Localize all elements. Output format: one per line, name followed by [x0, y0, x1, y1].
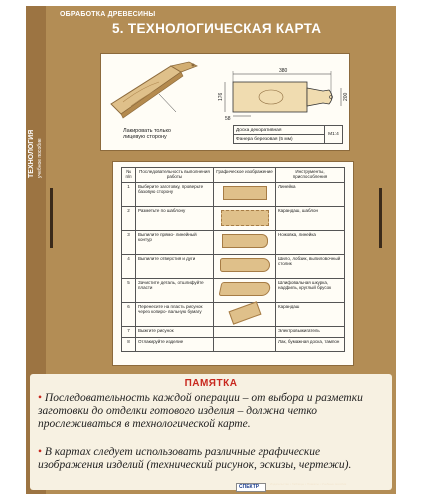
- row-operation: Выберите заготовку, проверьте базовую сторону: [136, 183, 214, 207]
- row-number: 2: [122, 207, 136, 231]
- row-operation: Выпилите отверстия и дуги: [136, 255, 214, 279]
- dim-handle-width: 200: [343, 92, 349, 101]
- transfer-image: [228, 301, 261, 324]
- table-row: [122, 183, 345, 207]
- bullet-icon: •: [38, 392, 43, 404]
- row-number: 4: [122, 255, 136, 279]
- dim-corner: 58: [225, 116, 231, 122]
- sanded-board-image: [218, 282, 271, 296]
- row-number: 3: [122, 231, 136, 255]
- row-operation: Перенесите на пласть рисунок через копиро- вальную бумагу: [136, 303, 214, 327]
- table-row: [122, 207, 345, 231]
- row-tools: Шило, лобзик, выпиловочный столик: [276, 255, 345, 279]
- row-number: 1: [122, 183, 136, 207]
- row-tools: Электровыжигатель: [276, 327, 345, 338]
- row-image: [214, 255, 276, 279]
- col-image: Графическое изображение: [214, 168, 276, 183]
- row-operation: Выжгите рисунок: [136, 327, 214, 338]
- right-edge-mark: [379, 188, 382, 248]
- spec-block: [233, 125, 343, 144]
- spec-part: Доска декоративная: [234, 126, 325, 135]
- row-operation: Отлакируйте изделие: [136, 338, 214, 352]
- series-label: [28, 98, 44, 178]
- publisher-logo-text: СПЕКТР: [239, 484, 260, 490]
- memo-item: [38, 446, 388, 472]
- steps-table: [121, 167, 345, 352]
- row-image: [214, 207, 276, 231]
- steps-header-row: [122, 168, 345, 183]
- series-title: ТЕХНОЛОГИЯ: [28, 129, 35, 178]
- row-image: [214, 303, 276, 327]
- row-number: 5: [122, 279, 136, 303]
- dim-length: 380: [279, 68, 288, 74]
- cut-board-image: [222, 234, 268, 248]
- row-operation: Выпилите прямо- линейный контур: [136, 231, 214, 255]
- table-row: [122, 327, 345, 338]
- blank-board-image: [223, 186, 267, 200]
- col-tools: Инструменты, приспособления: [276, 168, 345, 183]
- memo-box: [30, 374, 392, 490]
- poster: [26, 6, 396, 494]
- row-tools: Карандаш, шаблон: [276, 207, 345, 231]
- table-row: [122, 231, 345, 255]
- row-image: [214, 183, 276, 207]
- row-image: [214, 279, 276, 303]
- table-row: [122, 338, 345, 352]
- steps-panel: [112, 161, 354, 366]
- row-tools: Шлифовальная шкурка, надфиль, круглый брусок: [276, 279, 345, 303]
- row-number: 7: [122, 327, 136, 338]
- drawing-caption: Лакировать только лицевую сторону: [123, 128, 171, 140]
- row-tools: Линейка: [276, 183, 345, 207]
- board-plan-view: [225, 71, 341, 116]
- memo-item: [38, 392, 388, 431]
- row-image: [214, 338, 276, 352]
- drawing-panel: [100, 53, 350, 151]
- row-operation: Зачистите деталь, отшлифуйте пласти: [136, 279, 214, 303]
- spec-material: Фанера березовая (5 мм): [234, 135, 325, 144]
- row-tools: Лак, бумажная доска, тампон: [276, 338, 345, 352]
- row-tools: Ножовка, линейка: [276, 231, 345, 255]
- series-subtitle: учебное пособие: [37, 138, 43, 178]
- spec-scale: М1:4: [325, 126, 343, 144]
- board-3d-view: [111, 62, 197, 118]
- memo-title: ПАМЯТКА: [184, 378, 238, 389]
- memo-item-text: В картах следует использовать различные графические изображения изделий (технический рисунок, эскизы, чертежи).: [38, 446, 352, 471]
- row-image: [214, 231, 276, 255]
- marked-board-image: [221, 210, 269, 226]
- bullet-icon: •: [38, 446, 43, 458]
- row-operation: Разметьте по шаблону: [136, 207, 214, 231]
- dim-width: 176: [218, 92, 224, 101]
- row-image: [214, 327, 276, 338]
- shaped-board-image: [220, 258, 270, 272]
- memo-item-text: Последовательность каждой операции – от выбора и разметки заготовки до отделки готового изделия – должна четко прослеживаться в технологической карте.: [38, 392, 363, 430]
- table-row: [122, 255, 345, 279]
- row-tools: Карандаш: [276, 303, 345, 327]
- section-label: ОБРАБОТКА ДРЕВЕСИНЫ: [60, 11, 156, 18]
- publisher-fine-print: Издательство • Таблицы • Плакаты • Учебные пособия: [270, 482, 347, 486]
- table-row: [122, 303, 345, 327]
- row-number: 8: [122, 338, 136, 352]
- row-number: 6: [122, 303, 136, 327]
- table-row: [122, 279, 345, 303]
- left-edge-mark: [50, 188, 53, 248]
- col-number: № п/п: [122, 168, 136, 183]
- col-operation: Последовательность выполнения работы: [136, 168, 214, 183]
- page-title: 5. ТЕХНОЛОГИЧЕСКАЯ КАРТА: [112, 21, 322, 36]
